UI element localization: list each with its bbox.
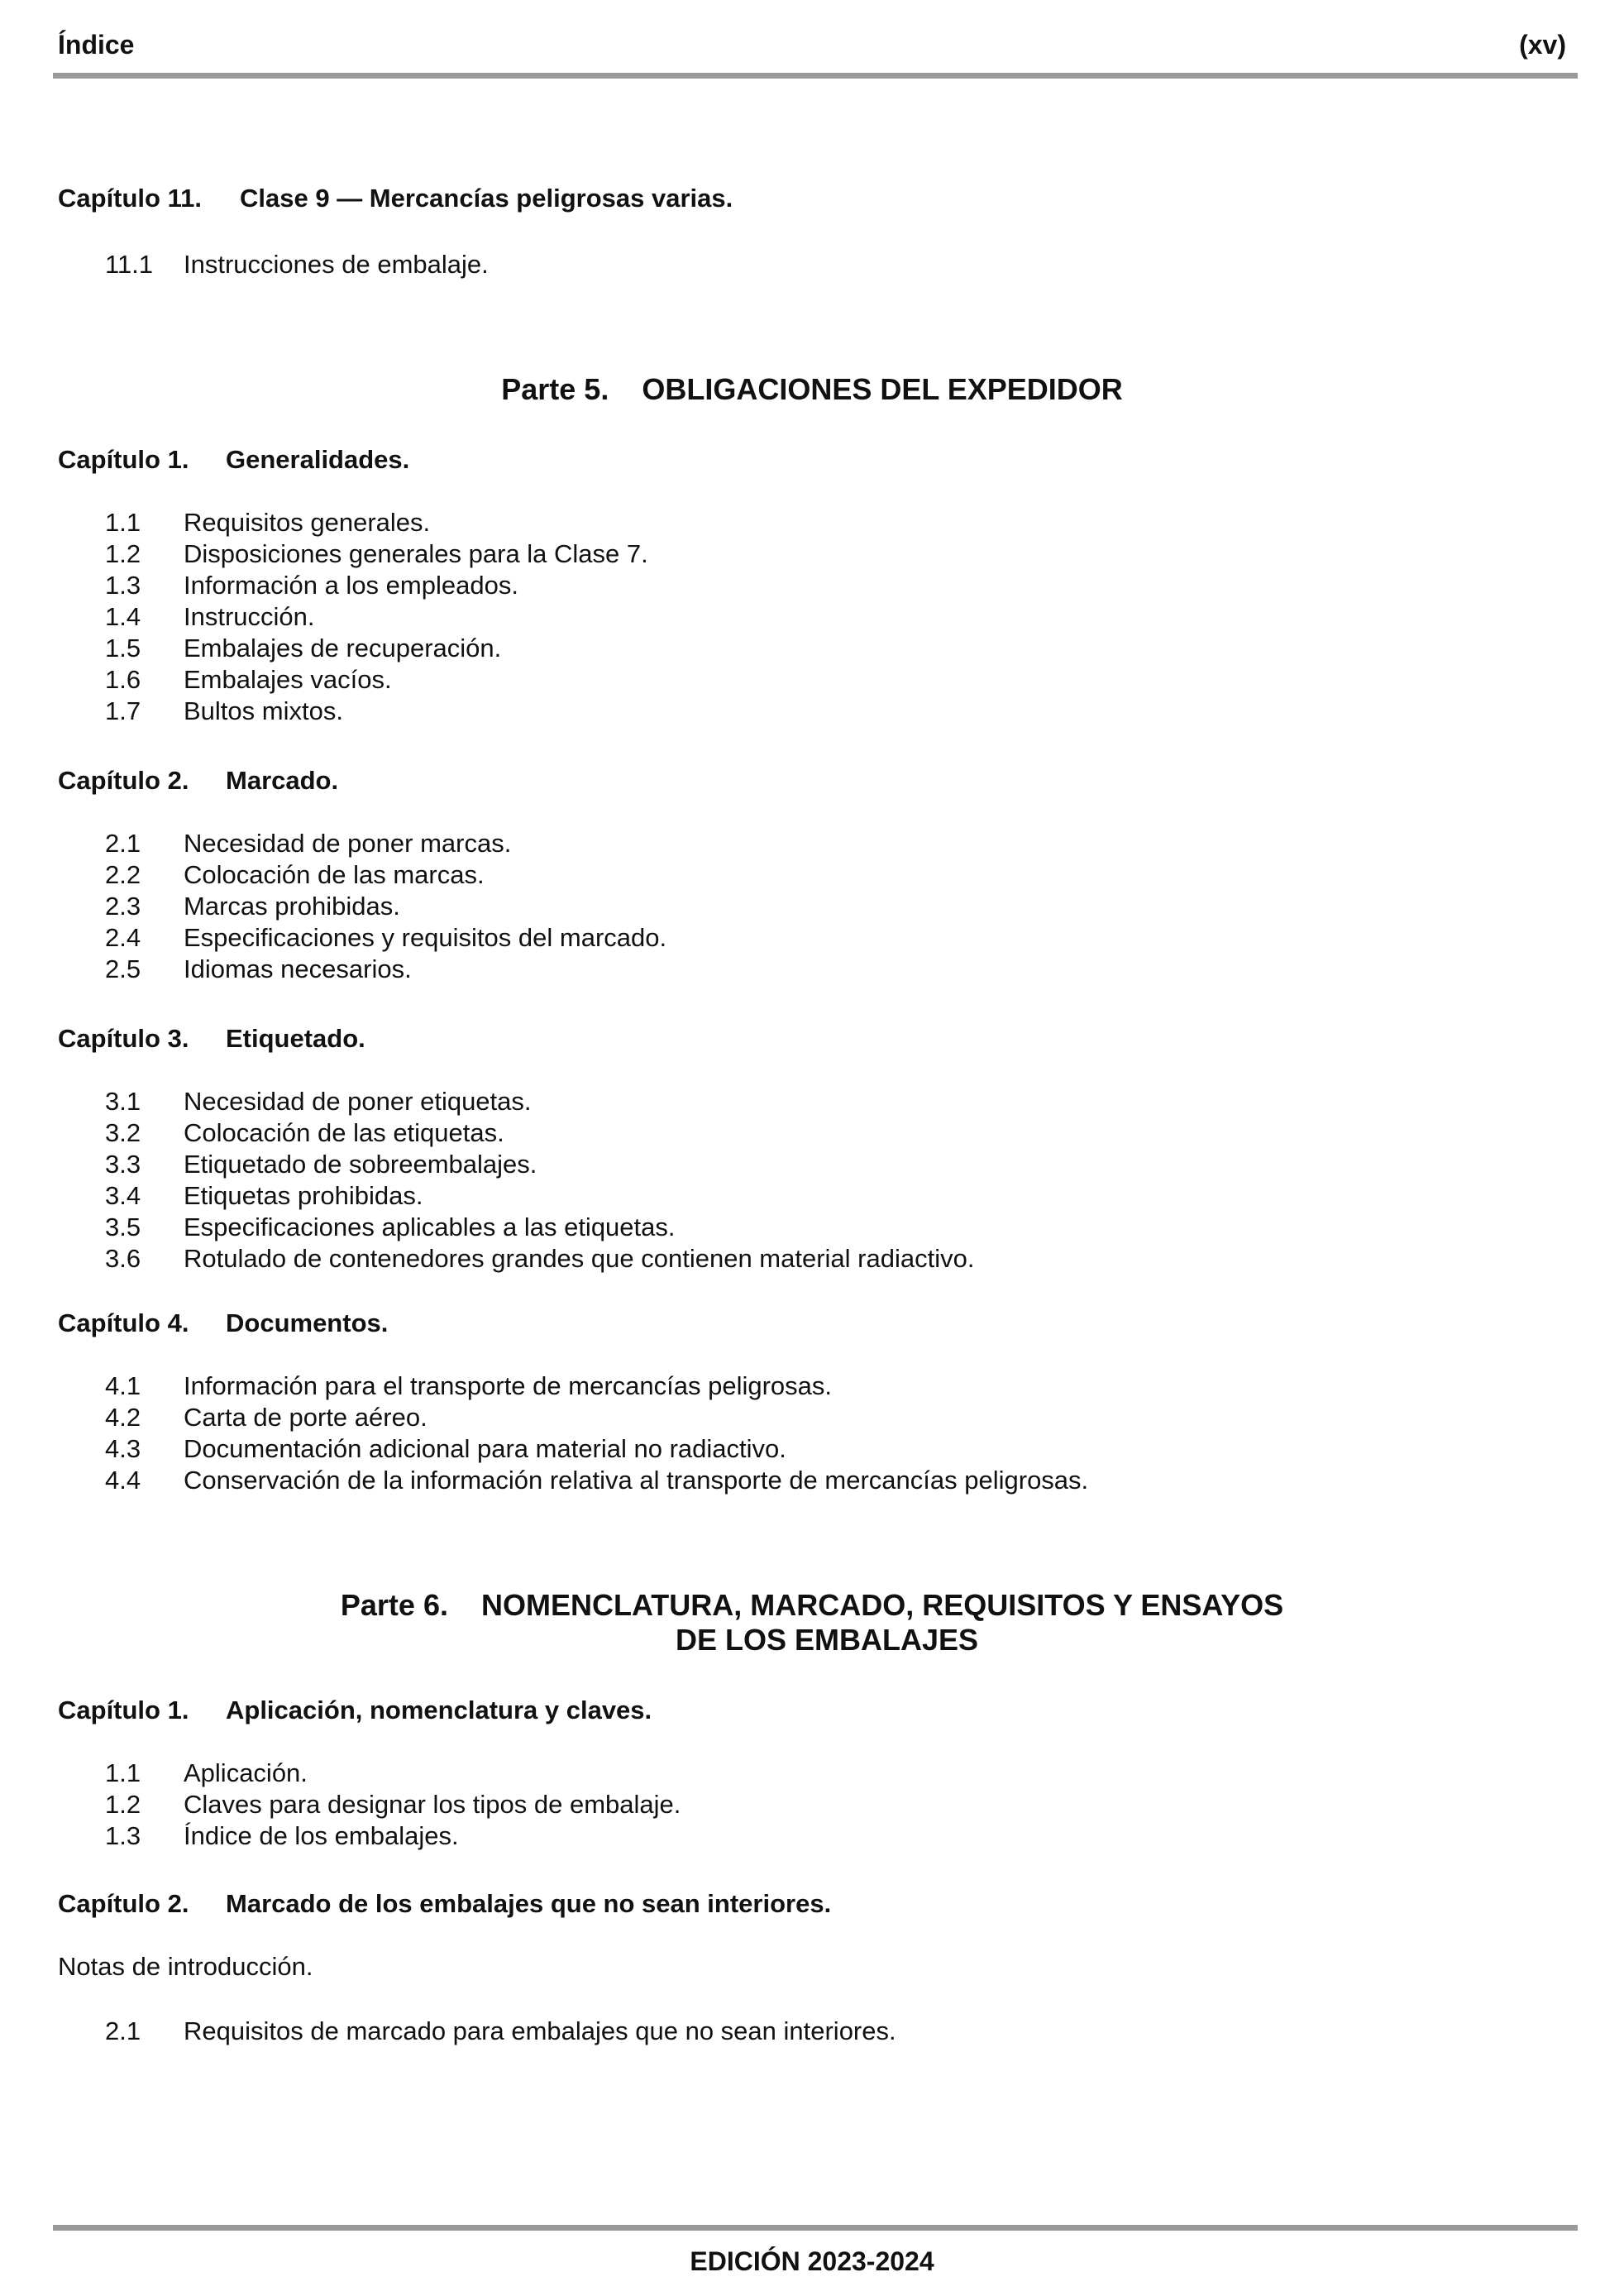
chapter-label: Capítulo 4. <box>58 1308 189 1337</box>
entry-text: Disposiciones generales para la Clase 7. <box>184 539 648 568</box>
entry-number: 1.6 <box>105 665 141 694</box>
entry-text: Embalajes de recuperación. <box>184 634 502 662</box>
entry-text: Requisitos de marcado para embalajes que no sean interiores. <box>184 2016 896 2045</box>
entry-text: Claves para designar los tipos de embalaje. <box>184 1790 681 1819</box>
chapter-title: Clase 9 — Mercancías peligrosas varias. <box>240 184 733 213</box>
entry-text: Necesidad de poner marcas. <box>184 829 512 858</box>
chapter-title: Aplicación, nomenclatura y claves. <box>226 1696 652 1724</box>
part-label: Parte 6. <box>340 1588 448 1622</box>
entry-number: 4.3 <box>105 1434 141 1463</box>
entry-number: 2.4 <box>105 923 141 952</box>
entry-text: Rotulado de contenedores grandes que contienen material radiactivo. <box>184 1244 975 1273</box>
entry-text: Información a los empleados. <box>184 571 518 600</box>
part-title: NOMENCLATURA, MARCADO, REQUISITOS Y ENSAYOS <box>480 1588 1284 1622</box>
chapter-label: Capítulo 3. <box>58 1024 189 1053</box>
chapter-title: Documentos. <box>226 1308 389 1337</box>
entry-number: 4.2 <box>105 1403 141 1432</box>
entry-text: Especificaciones aplicables a las etiquetas. <box>184 1213 676 1241</box>
entry-number: 11.1 <box>105 250 154 279</box>
chapter-label: Capítulo 1. <box>58 445 189 474</box>
part-heading[interactable] <box>0 372 1624 407</box>
entry-text: Etiquetado de sobreembalajes. <box>184 1150 537 1179</box>
entry-text: Documentación adicional para material no radiactivo. <box>184 1434 786 1463</box>
page-header-title: Índice <box>58 30 135 60</box>
entry-number: 3.1 <box>105 1087 141 1116</box>
entry-text: Necesidad de poner etiquetas. <box>184 1087 532 1116</box>
entry-text: Colocación de las marcas. <box>184 860 485 889</box>
edition-footer: EDICIÓN 2023-2024 <box>690 2246 934 2276</box>
chapter-title: Generalidades. <box>226 445 410 474</box>
entry-number: 3.3 <box>105 1150 141 1179</box>
chapter-label: Capítulo 2. <box>58 1889 189 1918</box>
entry-number: 3.5 <box>105 1213 141 1241</box>
entry-number: 1.1 <box>105 1758 141 1787</box>
entry-text: Bultos mixtos. <box>184 696 343 725</box>
entry-number: 1.3 <box>105 571 141 600</box>
entry-text: Índice de los embalajes. <box>184 1821 459 1850</box>
entry-text: Carta de porte aéreo. <box>184 1403 427 1432</box>
entry-number: 4.4 <box>105 1466 141 1495</box>
entry-number: 2.5 <box>105 954 141 983</box>
entry-number: 2.2 <box>105 860 141 889</box>
entry-number: 1.5 <box>105 634 141 662</box>
chapter-heading[interactable] <box>58 1308 389 1338</box>
entry-number: 2.1 <box>105 2016 141 2045</box>
entry-number: 3.2 <box>105 1118 141 1147</box>
entry-number: 1.7 <box>105 696 141 725</box>
chapter-label: Capítulo 11. <box>58 184 202 213</box>
entry-text: Requisitos generales. <box>184 508 431 537</box>
chapter-title: Marcado. <box>226 766 339 795</box>
chapter-label: Capítulo 1. <box>58 1696 189 1724</box>
entry-text: Marcas prohibidas. <box>184 892 400 921</box>
entry-number: 2.3 <box>105 892 141 921</box>
part-label: Parte 5. <box>501 372 609 406</box>
intro-notes[interactable]: Notas de introducción. <box>58 1952 313 1981</box>
chapter-heading[interactable] <box>58 1024 365 1054</box>
entry-number: 1.2 <box>105 1790 141 1819</box>
entry-text: Especificaciones y requisitos del marcado. <box>184 923 667 952</box>
entry-text: Instrucciones de embalaje. <box>184 250 489 279</box>
header-rule <box>53 73 1578 79</box>
entry-text: Conservación de la información relativa al transporte de mercancías peligrosas. <box>184 1466 1089 1495</box>
chapter-heading[interactable] <box>58 1696 652 1725</box>
entry-text: Información para el transporte de mercancías peligrosas. <box>184 1371 833 1400</box>
entry-number: 1.2 <box>105 539 141 568</box>
part-heading[interactable] <box>0 1588 1624 1657</box>
footer-rule <box>53 2225 1578 2231</box>
chapter-heading[interactable] <box>58 766 339 796</box>
entry-text: Colocación de las etiquetas. <box>184 1118 504 1147</box>
entry-number: 3.6 <box>105 1244 141 1273</box>
entry-number: 1.4 <box>105 602 141 631</box>
page-number: (xv) <box>1519 30 1566 60</box>
part-heading-line <box>0 1588 1624 1623</box>
part-title: OBLIGACIONES DEL EXPEDIDOR <box>642 372 1123 406</box>
entry-text: Aplicación. <box>184 1758 308 1787</box>
entry-text: Etiquetas prohibidas. <box>184 1181 423 1210</box>
chapter-heading[interactable] <box>58 445 410 475</box>
chapter-title: Marcado de los embalajes que no sean interiores. <box>226 1889 832 1918</box>
part-title-continuation: DE LOS EMBALAJES <box>675 1623 979 1657</box>
entry-text: Embalajes vacíos. <box>184 665 392 694</box>
entry-number: 4.1 <box>105 1371 141 1400</box>
entry-number: 1.3 <box>105 1821 141 1850</box>
entry-text: Idiomas necesarios. <box>184 954 412 983</box>
chapter-heading[interactable] <box>58 184 733 213</box>
entry-number: 3.4 <box>105 1181 141 1210</box>
entry-number: 1.1 <box>105 508 141 537</box>
chapter-title: Etiquetado. <box>226 1024 365 1053</box>
chapter-label: Capítulo 2. <box>58 766 189 795</box>
entry-number: 2.1 <box>105 829 141 858</box>
chapter-heading[interactable] <box>58 1889 832 1919</box>
entry-text: Instrucción. <box>184 602 315 631</box>
